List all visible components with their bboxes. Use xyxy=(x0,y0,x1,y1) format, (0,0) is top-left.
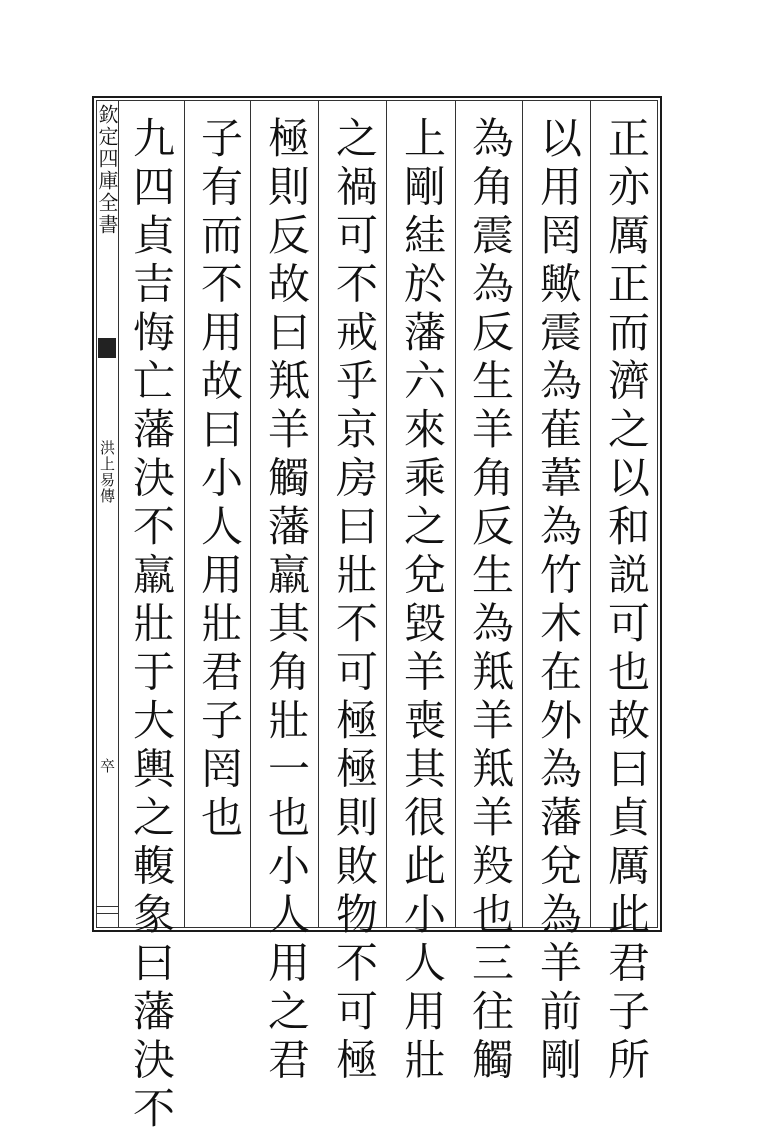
gutter-book-title: 欽定四庫全書 xyxy=(95,104,119,236)
text-column-3: 為角震為反生羊角反生為羝羊羝羊羖也三往觸 xyxy=(466,116,515,1086)
column-rule xyxy=(522,100,523,928)
column-rule xyxy=(250,100,251,928)
text-column-5: 之禍可不戒乎京房曰壯不可極極則敗物不可極 xyxy=(330,116,379,1086)
fish-tail-mark-icon xyxy=(98,338,116,358)
text-column-7: 子有而不用故曰小人用壯君子罔也 xyxy=(195,116,244,844)
column-rule xyxy=(386,100,387,928)
text-column-4: 上剛絓於藩六來乘之兌毀羊喪其很此小人用壯 xyxy=(398,116,447,1086)
text-column-1: 正亦厲正而濟之以和説可也故曰貞厲此君子所 xyxy=(602,116,651,1086)
column-rule xyxy=(455,100,456,928)
text-column-6: 極則反故曰羝羊觸藩羸其角壯一也小人用之君 xyxy=(262,116,311,1086)
gutter-work-title: 洪上易傳 xyxy=(98,440,116,504)
column-rule xyxy=(590,100,591,928)
gutter-foot-rule xyxy=(96,906,118,914)
column-rule xyxy=(184,100,185,928)
column-rule xyxy=(318,100,319,928)
text-column-8: 九四貞吉悔亡藩決不羸壯于大輿之輹象曰藩決不 xyxy=(127,116,176,1135)
gutter-page-number: 卒 xyxy=(98,758,116,773)
text-column-2: 以用罔歟震為萑葦為竹木在外為藩兌為羊前剛 xyxy=(534,116,583,1086)
